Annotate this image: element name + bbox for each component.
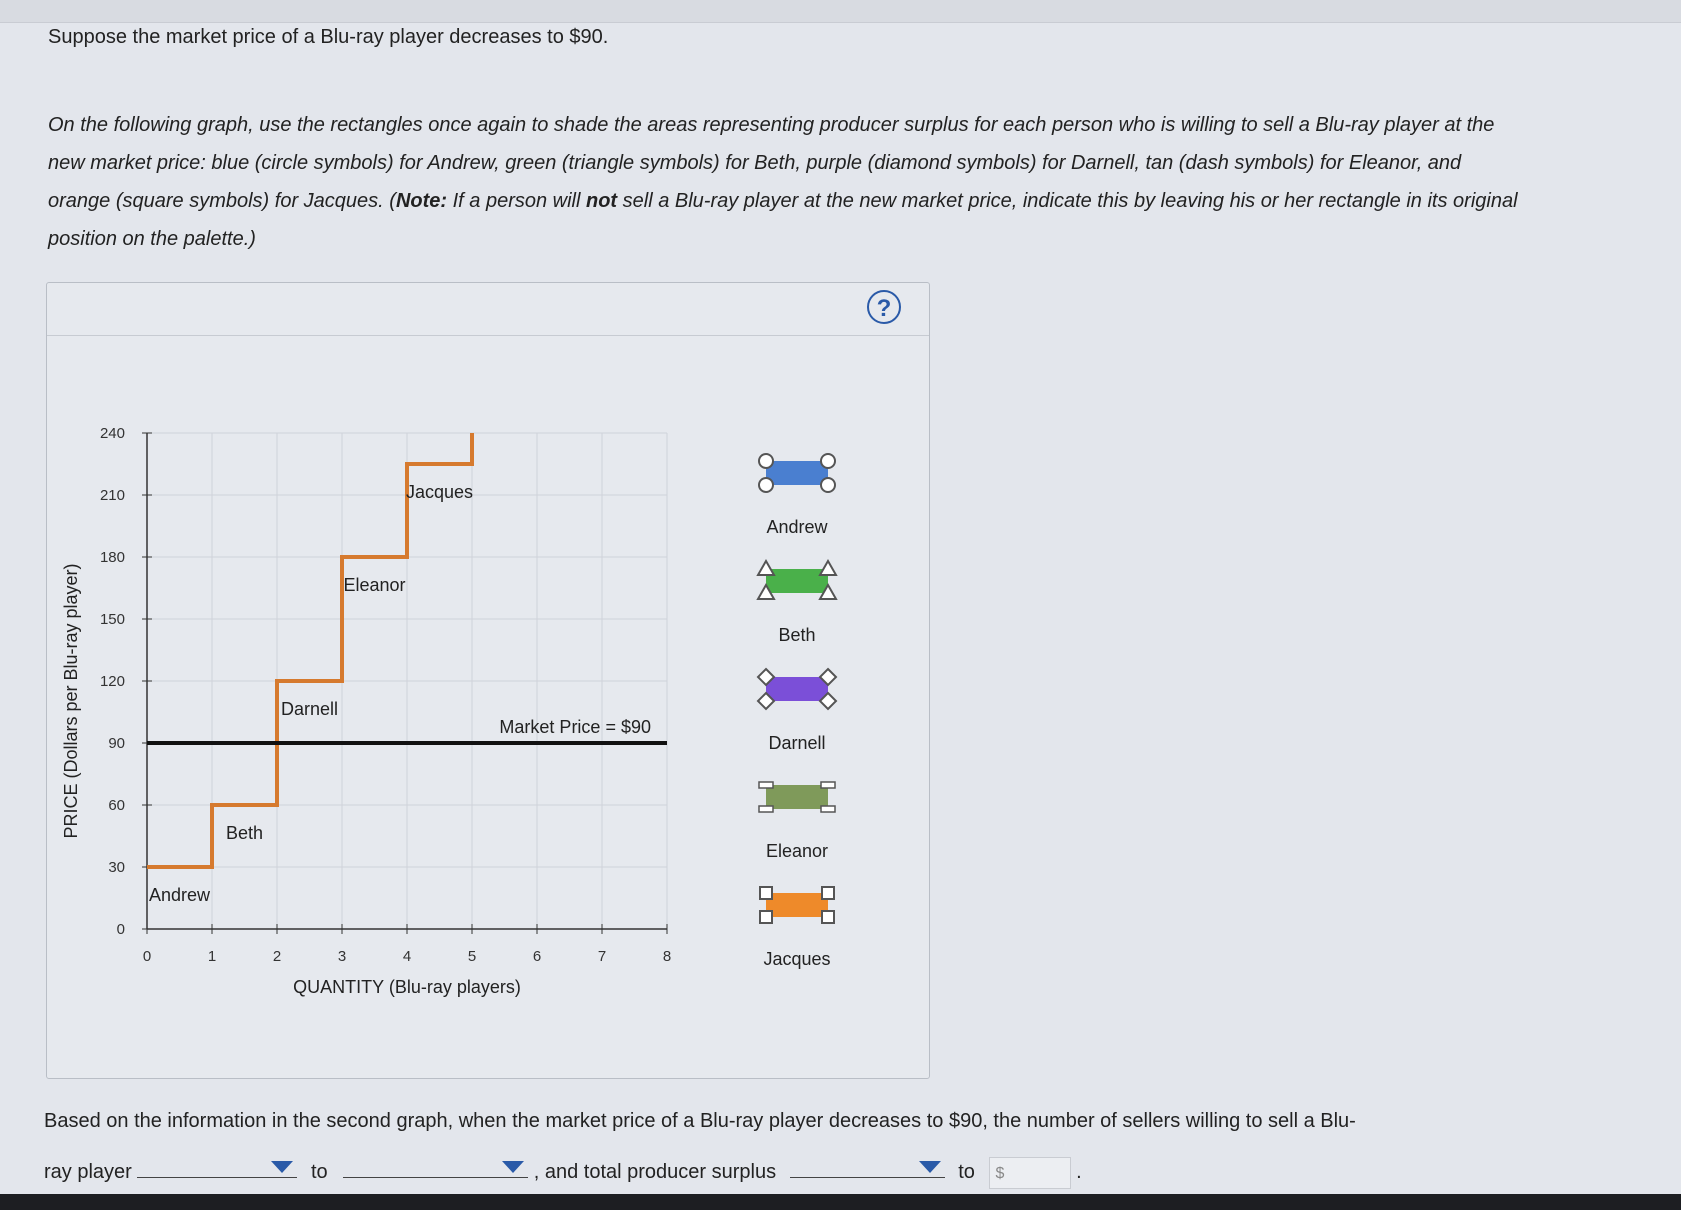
square-handle-icon[interactable] bbox=[822, 887, 834, 899]
palette-rect-jacques[interactable] bbox=[766, 893, 828, 917]
x-tick-label: 7 bbox=[597, 948, 607, 965]
x-axis-title: QUANTITY (Blu-ray players) bbox=[293, 977, 521, 997]
y-tick-label: 0 bbox=[116, 921, 125, 938]
instructions-part1: On the following graph, use the rectangles once again to shade the areas representing producer surplus for each person who is willing to sell a Blu-ray player at the new market price: blue (circle symbols) for Andrew, green (triangle symbols) for Beth, purple (diamond symbols) for Darnell, tan (dash symbols) for Eleanor, and orange (square symbols) for Jacques. ( bbox=[48, 114, 1495, 212]
to-label-1: to bbox=[310, 1161, 328, 1183]
palette-label-darnell: Darnell bbox=[768, 733, 826, 753]
seller-label-beth: Beth bbox=[225, 823, 264, 843]
palette-shape-jacques[interactable] bbox=[760, 887, 834, 923]
triangle-handle-icon[interactable] bbox=[820, 561, 836, 575]
panel-header bbox=[47, 283, 929, 336]
y-axis-title: PRICE (Dollars per Blu-ray player) bbox=[61, 563, 81, 839]
chart-labels bbox=[149, 482, 473, 905]
question-intro: Suppose the market price of a Blu-ray player decreases to $90. bbox=[48, 26, 609, 48]
seller-label-darnell: Darnell bbox=[280, 699, 339, 719]
instructions-part2: If a person will bbox=[447, 190, 586, 212]
graph-panel bbox=[46, 282, 930, 1079]
x-tick-label: 6 bbox=[532, 948, 542, 965]
market-price-label: Market Price = $90 bbox=[499, 717, 651, 737]
not-word: not bbox=[586, 190, 618, 212]
help-icon[interactable]: ? bbox=[867, 290, 901, 324]
question-instructions bbox=[48, 106, 1528, 258]
y-tick-label: 120 bbox=[99, 673, 125, 690]
y-tick-label: 150 bbox=[99, 611, 125, 628]
screen-bottom-bezel bbox=[0, 1194, 1681, 1210]
x-tick-label: 1 bbox=[207, 948, 217, 965]
palette-label-eleanor: Eleanor bbox=[765, 841, 829, 861]
note-label: Note: bbox=[395, 190, 448, 212]
circle-handle-icon[interactable] bbox=[759, 478, 773, 492]
chevron-down-icon bbox=[271, 1161, 293, 1173]
circle-handle-icon[interactable] bbox=[821, 454, 835, 468]
y-tick-label: 30 bbox=[108, 859, 125, 876]
palette-shape-beth[interactable] bbox=[758, 561, 836, 599]
seller-label-andrew: Andrew bbox=[148, 885, 211, 905]
x-tick-label: 8 bbox=[662, 948, 672, 965]
dash-handle-icon[interactable] bbox=[759, 782, 773, 788]
x-tick-label: 0 bbox=[142, 948, 152, 965]
palette-label-jacques: Jacques bbox=[763, 949, 831, 969]
chart-axes bbox=[61, 425, 671, 997]
palette-shape-darnell[interactable] bbox=[758, 669, 836, 709]
seller-label-eleanor: Eleanor bbox=[343, 575, 406, 595]
x-tick-label: 2 bbox=[272, 948, 282, 965]
x-tick-label: 5 bbox=[467, 948, 477, 965]
supply-chart[interactable] bbox=[47, 337, 927, 1077]
answer-sentence-line2 bbox=[44, 1155, 1082, 1189]
y-tick-label: 90 bbox=[108, 735, 125, 752]
palette-label-beth: Beth bbox=[778, 625, 816, 645]
y-tick-label: 240 bbox=[99, 425, 125, 442]
square-handle-icon[interactable] bbox=[760, 887, 772, 899]
surplus-direction-dropdown[interactable] bbox=[790, 1155, 945, 1178]
square-handle-icon[interactable] bbox=[760, 911, 772, 923]
answer-text-surplus: , and total producer surplus bbox=[533, 1161, 777, 1183]
palette-rect-beth[interactable] bbox=[766, 569, 828, 593]
period: . bbox=[1076, 1161, 1082, 1183]
circle-handle-icon[interactable] bbox=[759, 454, 773, 468]
sellers-from-dropdown[interactable] bbox=[137, 1155, 297, 1178]
x-tick-label: 3 bbox=[337, 948, 347, 965]
palette-label-andrew: Andrew bbox=[766, 517, 828, 537]
palette-rect-andrew[interactable] bbox=[766, 461, 828, 485]
palette-shape-eleanor[interactable] bbox=[759, 782, 835, 812]
answer-text-ray-player: ray player bbox=[44, 1161, 132, 1183]
dash-handle-icon[interactable] bbox=[821, 806, 835, 812]
palette-shape-andrew[interactable] bbox=[759, 454, 835, 492]
dash-handle-icon[interactable] bbox=[759, 806, 773, 812]
to-label-2: to bbox=[958, 1161, 975, 1183]
triangle-handle-icon[interactable] bbox=[758, 561, 774, 575]
seller-label-jacques: Jacques bbox=[405, 482, 474, 502]
instructions-part3: sell a Blu-ray player at the new market price, indicate this by leaving his or her rectangle in its original position on the palette.) bbox=[48, 190, 1518, 250]
palette-rect-eleanor[interactable] bbox=[766, 785, 828, 809]
chevron-down-icon bbox=[502, 1161, 524, 1173]
shape-palette[interactable] bbox=[758, 454, 836, 969]
y-tick-label: 210 bbox=[99, 487, 125, 504]
y-tick-label: 180 bbox=[99, 549, 125, 566]
x-tick-label: 4 bbox=[402, 948, 412, 965]
answer-sentence-line1: Based on the information in the second graph, when the market price of a Blu-ray player decreases to $90, the number of sellers willing to sell a Blu- bbox=[44, 1110, 1356, 1132]
y-tick-label: 60 bbox=[108, 797, 125, 814]
surplus-dollar-input[interactable]: $ bbox=[989, 1157, 1071, 1189]
square-handle-icon[interactable] bbox=[822, 911, 834, 923]
dash-handle-icon[interactable] bbox=[821, 782, 835, 788]
chevron-down-icon bbox=[919, 1161, 941, 1173]
circle-handle-icon[interactable] bbox=[821, 478, 835, 492]
sellers-to-dropdown[interactable] bbox=[343, 1155, 528, 1178]
palette-rect-darnell[interactable] bbox=[766, 677, 828, 701]
